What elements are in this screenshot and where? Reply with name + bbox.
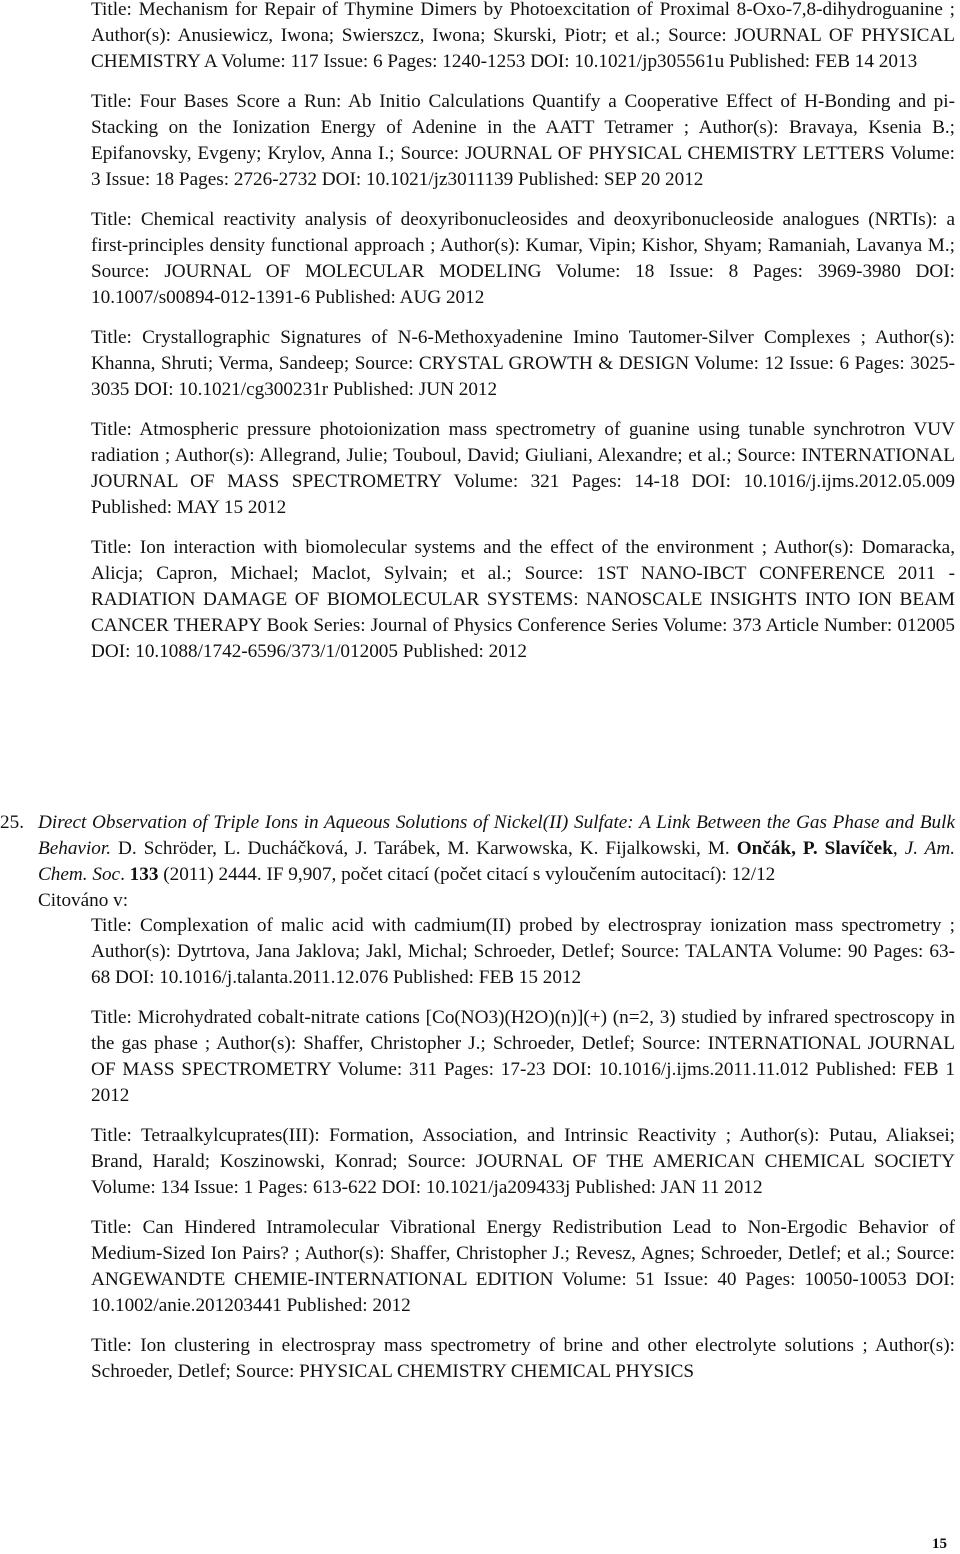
citation-item: Title: Ion interaction with biomolecular systems and the effect of the environment ; Author(s): Domaracka, Alicja; Capron, Michael; Maclot, Sylvain; et al.; Source: 1ST NANO-IBCT CONFERENCE 2011 - RADIATION DAMAGE OF BIOMOLECULAR SYSTEMS: NANOSCALE INSIGHTS INTO ION BEAM CANCER THERAPY Book Series: Journal of Physics Conference Series Volume: 373 Article Number: 012005 DOI: 10.1088/1742-6596/373/1/012005 Published: 2012 bbox=[91, 537, 955, 662]
entry-authors-bold: Ončák, P. Slavíček bbox=[736, 838, 893, 859]
entry-year-pages: (2011) 2444. IF 9,907, počet citací (počet citací s vyloučením autocitací): 12/12 bbox=[163, 864, 776, 885]
entry-journal: J. Am. Chem. Soc bbox=[38, 838, 956, 885]
cited-in-label: Citováno v: bbox=[38, 890, 129, 911]
citation-item: Title: Can Hindered Intramolecular Vibrational Energy Redistribution Lead to Non-Ergodic Behavior of Medium-Sized Ion Pairs? ; Author(s): Shaffer, Christopher J.; Revesz, Agnes; Schroeder, Detlef; et al.; Source: ANGEWANDTE CHEMIE-INTERNATIONAL EDITION Volume: 51 Issue: 40 Pages: 10050-10053 DOI: 10.1002/anie.201203441 Published: 2012 bbox=[91, 1217, 955, 1316]
citation-item: Title: Ion clustering in electrospray mass spectrometry of brine and other electrolyte solutions ; Author(s): Schroeder, Detlef; Source: PHYSICAL CHEMISTRY CHEMICAL PHYSICS bbox=[91, 1335, 955, 1382]
citation-item: Title: Mechanism for Repair of Thymine Dimers by Photoexcitation of Proximal 8-Oxo-7,8-dihydroguanine ; Author(s): Anusiewicz, Iwona; Swierszcz, Iwona; Skurski, Piotr; et al.; Source: JOURNAL OF PHYSICAL CHEMISTRY A Volume: 117 Issue: 6 Pages: 1240-1253 DOI: 10.1021/jp305561u Published: FEB 14 2013 bbox=[91, 0, 955, 72]
citation-item: Title: Microhydrated cobalt-nitrate cations [Co(NO3)(H2O)(n)](+) (n=2, 3) studied by infrared spectroscopy in the gas phase ; Author(s): Shaffer, Christopher J.; Schroeder, Detlef; Source: INTERNATIONAL JOURNAL OF MASS SPECTROMETRY Volume: 311 Pages: 17-23 DOI: 10.1016/j.ijms.2011.11.012 Published: FEB 1 2012 bbox=[91, 1007, 955, 1106]
entry-authors: D. Schröder, L. Ducháčková, J. Tarábek, M. Karwowska, K. Fijalkowski, M. bbox=[118, 838, 730, 859]
citation-item: Title: Atmospheric pressure photoionization mass spectrometry of guanine using tunable synchrotron VUV radiation ; Author(s): Allegrand, Julie; Touboul, David; Giuliani, Alexandre; et al.; Source: INTERNATIONAL JOURNAL OF MASS SPECTROMETRY Volume: 321 Pages: 14-18 DOI: 10.1016/j.ijms.2012.05.009 Published: MAY 15 2012 bbox=[91, 419, 955, 518]
citation-list-top bbox=[91, 0, 955, 679]
page-number: 15 bbox=[932, 1536, 947, 1552]
citation-item: Title: Chemical reactivity analysis of deoxyribonucleosides and deoxyribonucleoside analogues (NRTIs): a first-principles density functional approach ; Author(s): Kumar, Vipin; Kishor, Shyam; Ramaniah, Lavanya M.; Source: JOURNAL OF MOLECULAR MODELING Volume: 18 Issue: 8 Pages: 3969-3980 DOI: 10.1007/s00894-012-1391-6 Published: AUG 2012 bbox=[91, 209, 955, 308]
publication-entry: 25. Direct Observation of Triple Ions in Aqueous Solutions of Nickel(II) Sulfate: A Link Between the Gas Phase and Bulk Behavior. D. Schröder, L. Ducháčková, J. Tarábek, M. Karwowska, K. Fijalkowski, M. Ončák, P. Slavíček, J. Am. Chem. Soc. 133 (2011) 2444. IF 9,907, počet citací (počet citací s vyloučením autocitací): 12/12 bbox=[0, 812, 956, 885]
citation-list-bottom bbox=[91, 913, 955, 1399]
entry-volume: 133 bbox=[129, 864, 159, 885]
entry-number: 25. bbox=[0, 812, 24, 833]
citation-item: Title: Complexation of malic acid with cadmium(II) probed by electrospray ionization mass spectrometry ; Author(s): Dytrtova, Jana Jaklova; Jakl, Michal; Schroeder, Detlef; Source: TALANTA Volume: 90 Pages: 63-68 DOI: 10.1016/j.talanta.2011.12.076 Published: FEB 15 2012 bbox=[91, 915, 955, 988]
citation-item: Title: Four Bases Score a Run: Ab Initio Calculations Quantify a Cooperative Effect of H-Bonding and pi-Stacking on the Ionization Energy of Adenine in the AATT Tetramer ; Author(s): Bravaya, Ksenia B.; Epifanovsky, Evgeny; Krylov, Anna I.; Source: JOURNAL OF PHYSICAL CHEMISTRY LETTERS Volume: 3 Issue: 18 Pages: 2726-2732 DOI: 10.1021/jz3011139 Published: SEP 20 2012 bbox=[91, 91, 955, 190]
citation-item: Title: Tetraalkylcuprates(III): Formation, Association, and Intrinsic Reactivity ; Author(s): Putau, Aliaksei; Brand, Harald; Koszinowski, Konrad; Source: JOURNAL OF THE AMERICAN CHEMICAL SOCIETY Volume: 134 Issue: 1 Pages: 613-622 DOI: 10.1021/ja209433j Published: JAN 11 2012 bbox=[91, 1125, 955, 1198]
citation-item: Title: Crystallographic Signatures of N-6-Methoxyadenine Imino Tautomer-Silver Complexes ; Author(s): Khanna, Shruti; Verma, Sandeep; Source: CRYSTAL GROWTH & DESIGN Volume: 12 Issue: 6 Pages: 3025-3035 DOI: 10.1021/cg300231r Published: JUN 2012 bbox=[91, 327, 955, 400]
entry-title: Direct Observation of Triple Ions in Aqueous Solutions of Nickel(II) Sulfate: A Link Between the Gas Phase and Bulk Behavior. bbox=[38, 812, 955, 859]
